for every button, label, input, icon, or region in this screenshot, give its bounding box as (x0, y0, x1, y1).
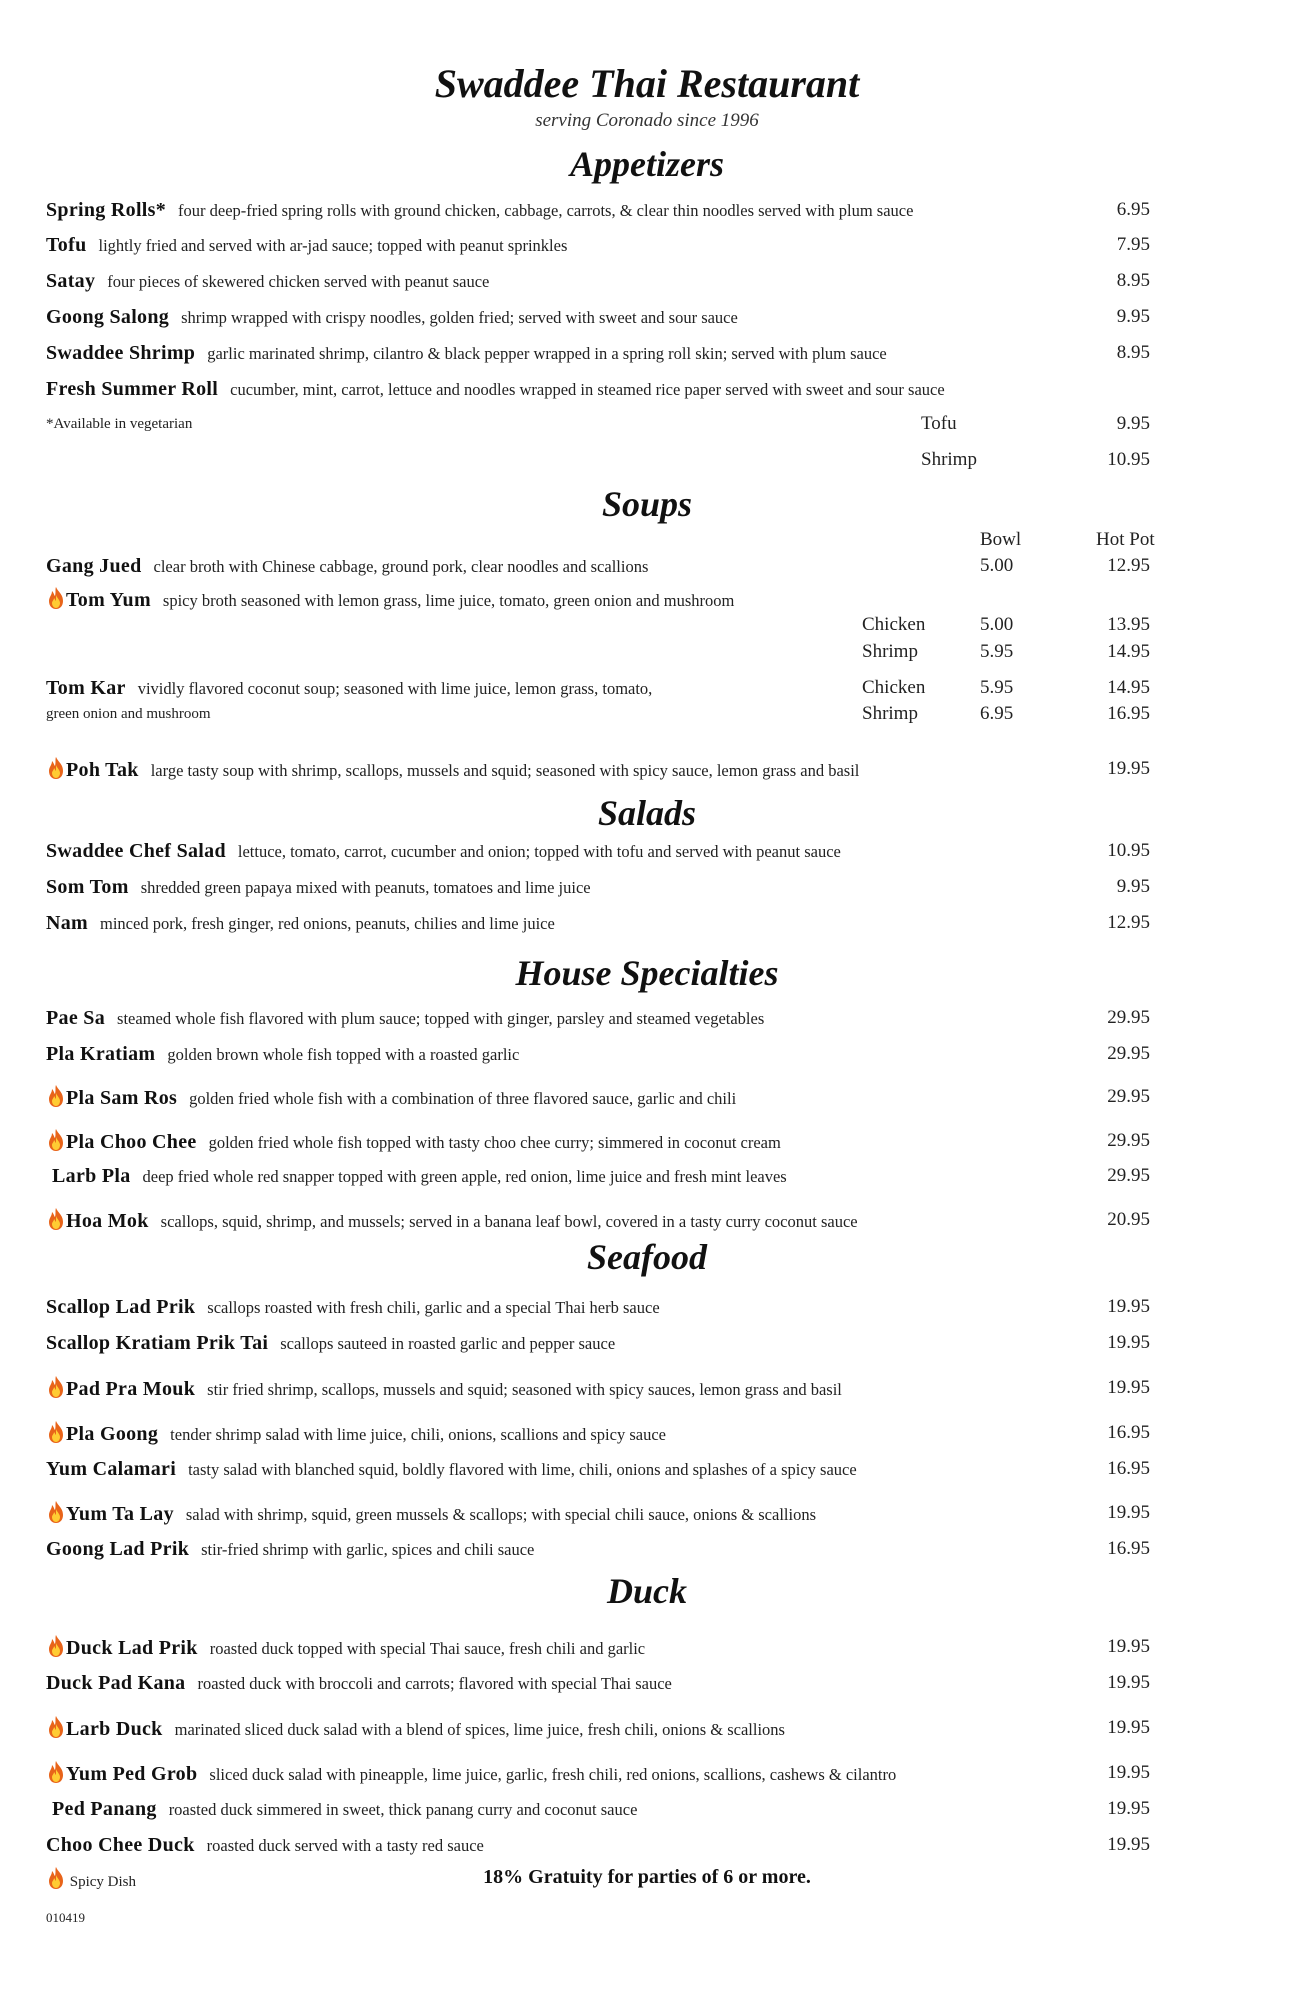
restaurant-name: Swaddee Thai Restaurant (434, 61, 860, 106)
item-name: Duck Lad Prik (66, 1637, 198, 1659)
item-name: Tofu (46, 234, 87, 256)
item-desc: roasted duck simmered in sweet, thick panang curry and coconut sauce (168, 1800, 638, 1819)
item-desc: golden fried whole fish topped with tasty choo chee curry; simmered in coconut cream (208, 1133, 781, 1152)
bowl-price: 6.95 (980, 703, 1014, 724)
flame-icon (46, 1760, 66, 1784)
menu-item (46, 1005, 764, 1032)
item-desc: roasted duck with broccoli and carrots; flavored with special Thai sauce (197, 1674, 672, 1693)
item-desc: scallops roasted with fresh chili, garlic and a special Thai herb sauce (207, 1298, 660, 1317)
menu-item (46, 376, 945, 403)
item-name: Larb Duck (66, 1718, 163, 1740)
item-desc: steamed whole fish flavored with plum sauce; topped with ginger, parsley and steamed vegetables (117, 1009, 765, 1028)
section-title-soups: Soups (601, 484, 693, 524)
menu-item (46, 1456, 857, 1483)
item-name: Fresh Summer Roll (46, 378, 219, 400)
menu-item (46, 586, 734, 614)
menu-item (46, 232, 567, 259)
item-price: 16.95 (1107, 1458, 1150, 1479)
flame-icon (46, 1084, 66, 1108)
menu-item (46, 340, 887, 367)
bowl-price: 5.00 (980, 555, 1014, 576)
menu-item (46, 1670, 672, 1697)
item-price: 19.95 (1107, 1834, 1150, 1855)
flame-icon (46, 756, 66, 780)
item-desc: roasted duck topped with special Thai sauce, fresh chili and garlic (209, 1639, 646, 1658)
item-desc: shrimp wrapped with crispy noodles, golden fried; served with sweet and sour sauce (181, 308, 738, 327)
item-price: 6.95 (1116, 199, 1150, 220)
item-desc: four deep-fried spring rolls with ground chicken, cabbage, carrots, & clear thin noodles served with plum sauce (178, 201, 914, 220)
menu-item (46, 1084, 736, 1112)
item-desc: scallops sauteed in roasted garlic and pepper sauce (280, 1334, 616, 1353)
menu-item (46, 838, 841, 865)
menu-item (46, 1420, 666, 1448)
item-desc: stir fried shrimp, scallops, mussels and squid; seasoned with spicy sauces, lemon grass and basil (207, 1380, 842, 1399)
menu-item (46, 1832, 484, 1859)
gratuity-note: 18% Gratuity for parties of 6 or more. (483, 1866, 811, 1888)
menu-item (46, 1500, 816, 1528)
item-desc: cucumber, mint, carrot, lettuce and noodles wrapped in steamed rice paper served with sweet and sour sauce (230, 380, 945, 399)
option-label: Shrimp (862, 641, 918, 662)
item-desc: lightly fried and served with ar-jad sauce; topped with peanut sprinkles (98, 236, 568, 255)
item-desc: roasted duck served with a tasty red sauce (206, 1836, 484, 1855)
item-name: Pla Kratiam (46, 1043, 156, 1065)
item-desc: deep fried whole red snapper topped with green apple, red onion, lime juice and fresh mint leaves (142, 1167, 787, 1186)
bowl-price: 5.95 (980, 641, 1014, 662)
item-name: Spring Rolls* (46, 199, 167, 221)
menu-item (52, 1163, 787, 1190)
flame-icon (46, 586, 66, 610)
menu-item (46, 197, 913, 224)
item-name: Pla Choo Chee (66, 1131, 197, 1153)
hotpot-price: 13.95 (1107, 614, 1150, 635)
item-desc-continued: green onion and mushroom (46, 706, 211, 722)
item-desc: garlic marinated shrimp, cilantro & black pepper wrapped in a spring roll skin; served with plum sauce (207, 344, 887, 363)
menu-item (46, 1128, 781, 1156)
item-name: Pad Pra Mouk (66, 1378, 196, 1400)
item-price: 29.95 (1107, 1086, 1150, 1107)
item-name: Pla Sam Ros (66, 1087, 178, 1109)
flame-icon (46, 1207, 66, 1231)
menu-item (46, 1760, 896, 1788)
item-price: 16.95 (1107, 1422, 1150, 1443)
option-price: 10.95 (1107, 449, 1150, 470)
item-price: 19.95 (1107, 1717, 1150, 1738)
hotpot-price: 14.95 (1107, 641, 1150, 662)
item-desc: salad with shrimp, squid, green mussels & scallops; with special chili sauce, onions & scallions (185, 1505, 816, 1524)
item-price: 19.95 (1107, 1762, 1150, 1783)
item-name: Swaddee Shrimp (46, 342, 196, 364)
section-title-salads: Salads (597, 793, 697, 833)
menu-item (46, 1715, 785, 1743)
item-price: 29.95 (1107, 1043, 1150, 1064)
item-name: Poh Tak (66, 759, 139, 781)
item-price: 19.95 (1107, 1502, 1150, 1523)
menu-item (46, 910, 555, 937)
restaurant-tagline: serving Coronado since 1996 (535, 110, 759, 131)
flame-icon (46, 1715, 66, 1739)
item-desc: shredded green papaya mixed with peanuts, tomatoes and lime juice (140, 878, 591, 897)
menu-item (46, 1207, 858, 1235)
menu-item (46, 675, 652, 702)
menu-item (52, 1796, 637, 1823)
option-label: Chicken (862, 614, 926, 635)
item-desc: tender shrimp salad with lime juice, chili, onions, scallions and spicy sauce (170, 1425, 666, 1444)
hotpot-price: 16.95 (1107, 703, 1150, 724)
item-name: Hoa Mok (66, 1210, 149, 1232)
item-price: 10.95 (1107, 840, 1150, 861)
column-header-hotpot: Hot Pot (1096, 529, 1155, 550)
item-name: Yum Ta Lay (66, 1503, 174, 1525)
item-name: Tom Kar (46, 677, 126, 699)
option-label: Shrimp (921, 449, 977, 470)
item-price: 20.95 (1107, 1209, 1150, 1230)
item-name: Satay (46, 270, 96, 292)
item-name: Som Tom (46, 876, 129, 898)
item-price: 16.95 (1107, 1538, 1150, 1559)
menu-item (46, 553, 648, 580)
item-price: 8.95 (1116, 342, 1150, 363)
item-desc: sliced duck salad with pineapple, lime juice, garlic, fresh chili, red onions, scallions, cashews & cilantro (209, 1765, 897, 1784)
item-name: Scallop Lad Prik (46, 1296, 196, 1318)
item-price: 29.95 (1107, 1130, 1150, 1151)
section-title-appetizers: Appetizers (569, 144, 724, 184)
item-price: 19.95 (1107, 1672, 1150, 1693)
menu-item (46, 1634, 645, 1662)
flame-icon (46, 1500, 66, 1524)
item-price: 19.95 (1107, 1377, 1150, 1398)
item-desc: vividly flavored coconut soup; seasoned with lime juice, lemon grass, tomato, (137, 679, 653, 698)
spicy-legend-label: Spicy Dish (69, 1874, 137, 1890)
menu-item (46, 1041, 519, 1068)
item-name: Ped Panang (52, 1798, 157, 1820)
item-price: 8.95 (1116, 270, 1150, 291)
flame-icon (46, 1128, 66, 1152)
item-price: 29.95 (1107, 1007, 1150, 1028)
bowl-price: 5.00 (980, 614, 1014, 635)
item-name: Gang Jued (46, 555, 142, 577)
item-price: 19.95 (1107, 1798, 1150, 1819)
item-desc: four pieces of skewered chicken served with peanut sauce (107, 272, 490, 291)
item-desc: lettuce, tomato, carrot, cucumber and onion; topped with tofu and served with peanut sauce (237, 842, 841, 861)
item-price: 19.95 (1107, 1636, 1150, 1657)
bowl-price: 5.95 (980, 677, 1014, 698)
item-desc: scallops, squid, shrimp, and mussels; served in a banana leaf bowl, covered in a tasty curry coconut sauce (160, 1212, 858, 1231)
flame-icon (46, 1634, 66, 1658)
item-price: 12.95 (1107, 912, 1150, 933)
menu-item (46, 1375, 842, 1403)
item-desc: spicy broth seasoned with lemon grass, lime juice, tomato, green onion and mushroom (162, 591, 735, 610)
item-price: 19.95 (1107, 1296, 1150, 1317)
section-title-seafood: Seafood (587, 1237, 707, 1277)
column-header-bowl: Bowl (980, 529, 1022, 550)
item-name: Tom Yum (66, 589, 151, 611)
item-name: Yum Ped Grob (66, 1763, 198, 1785)
section-title-duck: Duck (607, 1571, 687, 1611)
item-price: 29.95 (1107, 1165, 1150, 1186)
option-label: Tofu (921, 413, 957, 434)
hotpot-price: 12.95 (1107, 555, 1150, 576)
item-price: 9.95 (1116, 306, 1150, 327)
option-price: 9.95 (1116, 413, 1150, 434)
item-name: Larb Pla (52, 1165, 131, 1187)
menu-code: 010419 (46, 1910, 85, 1925)
item-desc: tasty salad with blanched squid, boldly flavored with lime, chili, onions and splashes of a spicy sauce (188, 1460, 857, 1479)
item-name: Goong Lad Prik (46, 1538, 190, 1560)
item-price: 19.95 (1107, 1332, 1150, 1353)
vegetarian-note: *Available in vegetarian (46, 416, 193, 432)
menu-item (46, 1536, 534, 1563)
item-name: Nam (46, 912, 89, 934)
flame-icon (46, 1375, 66, 1399)
menu-item (46, 756, 859, 784)
menu-item (46, 268, 489, 295)
item-desc: clear broth with Chinese cabbage, ground pork, clear noodles and scallions (153, 557, 649, 576)
menu-item (46, 874, 591, 901)
option-label: Chicken (862, 677, 926, 698)
item-name: Pae Sa (46, 1007, 106, 1029)
item-desc: marinated sliced duck salad with a blend of spices, lime juice, fresh chili, onions & scallions (174, 1720, 785, 1739)
item-name: Duck Pad Kana (46, 1672, 186, 1694)
flame-icon (46, 1420, 66, 1444)
item-price: 19.95 (1107, 758, 1150, 779)
item-desc: minced pork, fresh ginger, red onions, peanuts, chilies and lime juice (100, 914, 555, 933)
item-name: Yum Calamari (46, 1458, 177, 1480)
item-price: 9.95 (1116, 876, 1150, 897)
item-desc: stir-fried shrimp with garlic, spices and chili sauce (201, 1540, 535, 1559)
item-name: Scallop Kratiam Prik Tai (46, 1332, 269, 1354)
item-name: Pla Goong (66, 1423, 159, 1445)
menu-item (46, 1330, 615, 1357)
menu-item (46, 1294, 660, 1321)
item-price: 7.95 (1116, 234, 1150, 255)
section-title-specialties: House Specialties (515, 953, 779, 993)
item-desc: large tasty soup with shrimp, scallops, mussels and squid; seasoned with spicy sauce, lemon grass and basil (150, 761, 860, 780)
hotpot-price: 14.95 (1107, 677, 1150, 698)
option-label: Shrimp (862, 703, 918, 724)
item-name: Choo Chee Duck (46, 1834, 195, 1856)
item-desc: golden fried whole fish with a combination of three flavored sauce, garlic and chili (189, 1089, 737, 1108)
item-name: Swaddee Chef Salad (46, 840, 226, 862)
item-name: Goong Salong (46, 306, 170, 328)
item-desc: golden brown whole fish topped with a roasted garlic (167, 1045, 520, 1064)
menu-item (46, 304, 738, 331)
